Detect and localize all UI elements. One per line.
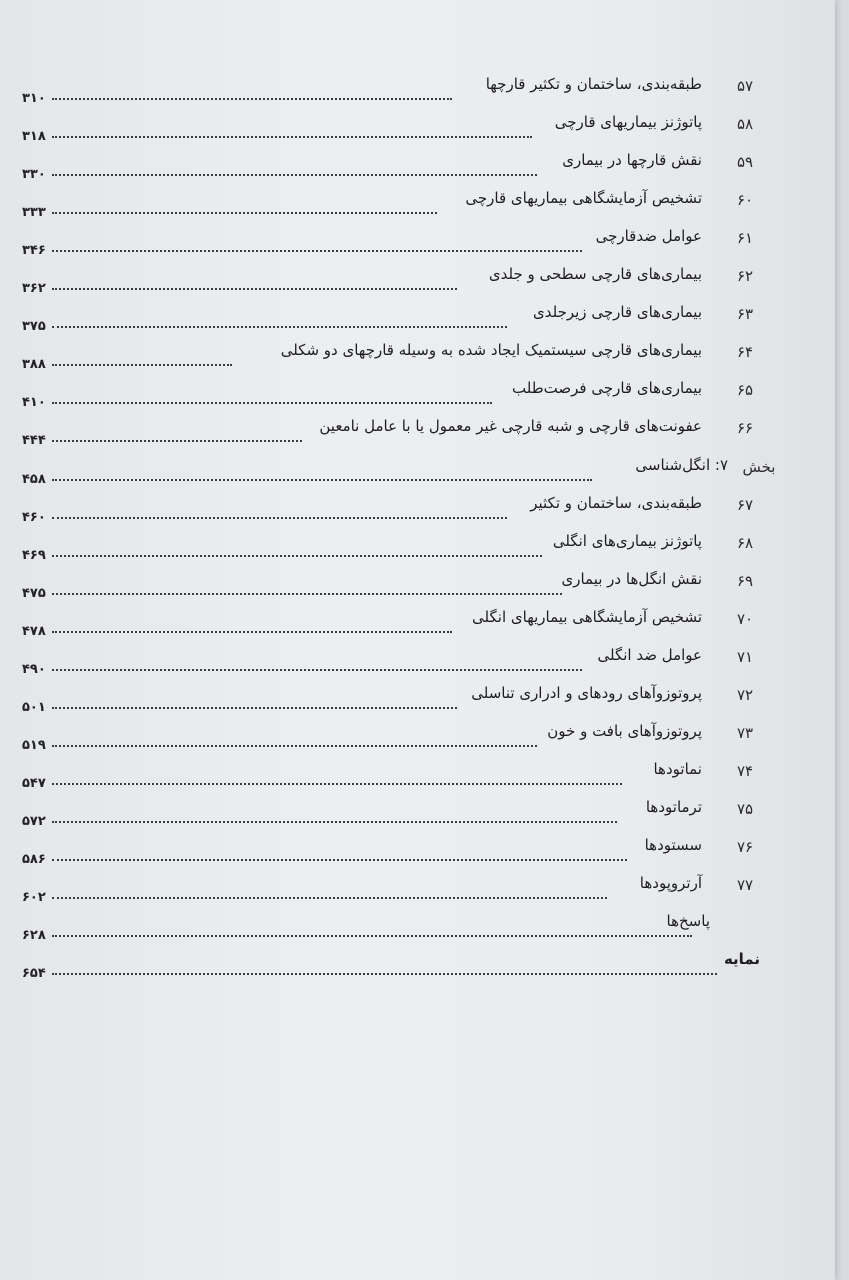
- toc-row-index: [22, 949, 768, 979]
- toc-row-61: [22, 226, 768, 256]
- page-number: ۳۱۸: [22, 129, 46, 144]
- toc-row-59: [22, 150, 768, 180]
- toc-row-68: [22, 531, 768, 561]
- chapter-number: ۷۷: [736, 876, 754, 894]
- chapter-title: پاتوژنز بیماریهای قارچی: [554, 113, 702, 131]
- chapter-number: ۶۱: [736, 229, 754, 247]
- dot-leader: [52, 707, 457, 709]
- dot-leader: [52, 326, 507, 328]
- chapter-number: ۷۱: [736, 648, 754, 666]
- page-number: ۶۰۲: [22, 890, 46, 905]
- chapter-number: ۶۳: [736, 305, 754, 323]
- chapter-title: طبقه‌بندی، ساختمان و تکثیر: [530, 494, 702, 512]
- chapter-title: نماتودها: [653, 760, 702, 778]
- page-number: ۳۱۰: [22, 91, 46, 106]
- chapter-title: آرتروپودها: [639, 874, 702, 892]
- page-number: ۴۹۰: [22, 662, 46, 677]
- dot-leader: [52, 669, 582, 671]
- chapter-number: ۶۵: [736, 381, 754, 399]
- chapter-title: نقش انگل‌ها در بیماری: [561, 570, 702, 588]
- chapter-title: پروتوزوآهای رودهای و ادراری تناسلی: [471, 684, 702, 702]
- chapter-number: ۵۹: [736, 153, 754, 171]
- page-number: ۵۴۷: [22, 776, 46, 791]
- dot-leader: [52, 479, 592, 481]
- dot-leader: [52, 631, 452, 633]
- page-number: ۳۶۲: [22, 281, 46, 296]
- toc-row-section-7: [22, 455, 776, 487]
- chapter-number: ۶۴: [736, 343, 754, 361]
- page-number: ۵۱۹: [22, 738, 46, 753]
- chapter-number: ۷۲: [736, 686, 754, 704]
- toc-row-73: [22, 721, 768, 751]
- chapter-title: بیماری‌های قارچی زیرجلدی: [533, 303, 702, 321]
- chapter-number: ۶۰: [736, 191, 754, 209]
- dot-leader: [52, 212, 437, 214]
- page-number: ۴۶۹: [22, 548, 46, 563]
- chapter-title: بیماری‌های قارچی سیستمیک ایجاد شده به وسیله قارچهای دو شکلی: [280, 341, 702, 359]
- dot-leader: [52, 897, 607, 899]
- index-title: نمایه: [723, 950, 760, 968]
- chapter-number: ۷۰: [736, 610, 754, 628]
- dot-leader: [52, 973, 717, 975]
- dot-leader: [52, 783, 622, 785]
- chapter-title: تشخیص آزمایشگاهی بیماریهای انگلی: [472, 608, 702, 626]
- section-title: ۷: انگل‌شناسی: [635, 456, 728, 474]
- dot-leader: [52, 174, 537, 176]
- dot-leader: [52, 402, 492, 404]
- toc-row-65: [22, 378, 768, 408]
- chapter-title: بیماری‌های قارچی فرصت‌طلب: [512, 379, 702, 397]
- toc-row-72: [22, 683, 768, 713]
- dot-leader: [52, 555, 542, 557]
- chapter-number: ۷۴: [736, 762, 754, 780]
- toc-row-58: [22, 112, 768, 142]
- dot-leader: [52, 136, 532, 138]
- chapter-number: ۶۷: [736, 496, 754, 514]
- chapter-title: سستودها: [644, 836, 702, 854]
- page-number: ۳۳۰: [22, 167, 46, 182]
- chapter-title: نقش قارچها در بیماری: [562, 151, 702, 169]
- dot-leader: [52, 98, 452, 100]
- chapter-title: عفونت‌های قارچی و شبه قارچی غیر معمول یا با عامل نامعین: [319, 417, 702, 435]
- chapter-title: پاتوژنز بیماری‌های انگلی: [552, 532, 702, 550]
- dot-leader: [52, 250, 582, 252]
- toc-row-60: [22, 188, 768, 218]
- answers-title: پاسخ‌ها: [666, 912, 710, 930]
- dot-leader: [52, 745, 537, 747]
- chapter-title: تشخیص آزمایشگاهی بیماریهای قارچی: [465, 189, 702, 207]
- page-number: ۴۷۸: [22, 624, 46, 639]
- chapter-number: ۶۲: [736, 267, 754, 285]
- chapter-number: ۷۶: [736, 838, 754, 856]
- page-number: ۳۸۸: [22, 357, 46, 372]
- dot-leader: [52, 859, 627, 861]
- chapter-number: ۷۳: [736, 724, 754, 742]
- toc-row-57: [22, 74, 768, 104]
- page-number: ۴۶۰: [22, 510, 46, 525]
- toc-row-62: [22, 264, 768, 294]
- toc-row-64: [22, 340, 768, 370]
- page-number: ۳۷۵: [22, 319, 46, 334]
- page-number: ۴۱۰: [22, 395, 46, 410]
- dot-leader: [52, 440, 302, 442]
- toc-row-77: [22, 873, 768, 903]
- page-number: ۴۷۵: [22, 586, 46, 601]
- chapter-number: ۷۵: [736, 800, 754, 818]
- page-number: ۳۴۶: [22, 243, 46, 258]
- chapter-title: عوامل ضد انگلی: [597, 646, 702, 664]
- toc-row-69: [22, 569, 768, 599]
- page-number: ۶۲۸: [22, 928, 46, 943]
- toc-row-75: [22, 797, 768, 827]
- chapter-title: عوامل ضدقارچی: [595, 227, 702, 245]
- page-number: ۴۵۸: [22, 472, 46, 487]
- chapter-title: ترماتودها: [645, 798, 702, 816]
- chapter-number: ۵۸: [736, 115, 754, 133]
- dot-leader: [52, 517, 507, 519]
- section-label: بخش: [742, 458, 776, 476]
- chapter-number: ۶۹: [736, 572, 754, 590]
- toc-row-70: [22, 607, 768, 637]
- page-number: ۳۳۳: [22, 205, 46, 220]
- page-number: ۴۴۴: [22, 433, 46, 448]
- toc-row-76: [22, 835, 768, 865]
- toc-row-74: [22, 759, 768, 789]
- page-number: ۵۷۲: [22, 814, 46, 829]
- page-number: ۵۰۱: [22, 700, 46, 715]
- toc-row-66: [22, 416, 768, 446]
- dot-leader: [52, 288, 457, 290]
- dot-leader: [52, 935, 692, 937]
- toc-row-67: [22, 493, 768, 523]
- chapter-number: ۶۸: [736, 534, 754, 552]
- dot-leader: [52, 821, 617, 823]
- page-number: ۵۸۶: [22, 852, 46, 867]
- chapter-title: طبقه‌بندی، ساختمان و تکثیر قارچها: [485, 75, 702, 93]
- chapter-number: ۵۷: [736, 77, 754, 95]
- dot-leader: [52, 364, 232, 366]
- chapter-number: ۶۶: [736, 419, 754, 437]
- dot-leader: [52, 593, 562, 595]
- toc-row-answers: [22, 911, 768, 941]
- chapter-title: بیماری‌های قارچی سطحی و جلدی: [488, 265, 702, 283]
- page-number: ۶۵۴: [22, 966, 46, 981]
- toc-row-71: [22, 645, 768, 675]
- toc-row-63: [22, 302, 768, 332]
- chapter-title: پروتوزوآهای بافت و خون: [547, 722, 702, 740]
